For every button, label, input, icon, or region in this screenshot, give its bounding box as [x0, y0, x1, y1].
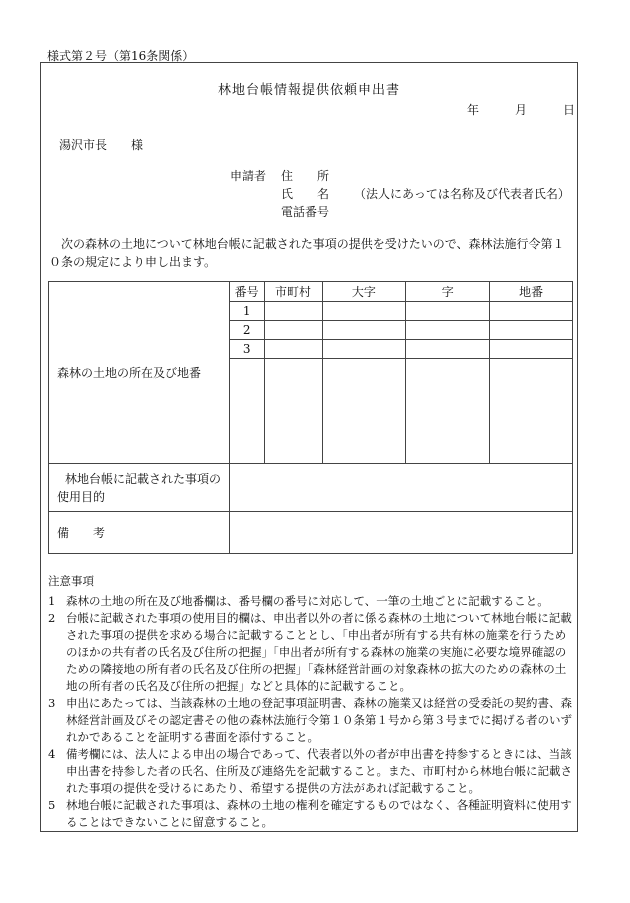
municipality-cell[interactable]: [264, 302, 322, 321]
aza-cell[interactable]: [406, 340, 490, 359]
note-text: 申出にあたっては、当該森林の土地の登記事項証明書、森林の施業又は経営の受委託の契約書、森林経営計画及びその認定書その他の森林法施行令第１０条第１号から第３号までに掲げる者のいずれかであることを証明する書面を添付すること。: [66, 696, 572, 744]
header-aza: 字: [406, 282, 490, 302]
notes-section: [48, 573, 574, 831]
application-form: [40, 62, 578, 832]
remarks-field[interactable]: [229, 512, 572, 554]
note-number: 3: [48, 696, 56, 710]
note-text: 台帳に記載された事項の使用目的欄は、申出者以外の者に係る森林の土地について林地台帳に記載された事項の提供を求める場合に記載することとし、「申出者が所有する共有林の施業を行うためのほかの共有者の氏名及び住所の把握」「申出者が所有する森林の施業の実施に必要な境界確認のための隣接地の所有者の氏名及び住所の把握」「森林経営計画の対象森林の拡大のための森林の土地の所有者の氏名及び住所の把握」などと具体的に記載すること。: [66, 611, 572, 693]
oaza-cell[interactable]: [322, 340, 406, 359]
note-item: [48, 610, 574, 695]
form-number-label: 様式第２号（第16条関係）: [47, 49, 195, 63]
applicant-phone-field[interactable]: 電話番号: [281, 205, 330, 219]
row-number: 2: [229, 321, 264, 340]
remarks-label: 備 考: [49, 512, 230, 554]
row-number-blank[interactable]: [229, 359, 264, 464]
oaza-cell[interactable]: [322, 321, 406, 340]
municipality-cell[interactable]: [264, 359, 322, 464]
lot-number-cell[interactable]: [490, 302, 573, 321]
applicant-name-field[interactable]: 氏 名: [281, 187, 330, 201]
note-text: 森林の土地の所在及び地番欄は、番号欄の番号に対応して、一筆の土地ごとに記載すること。: [66, 594, 549, 608]
header-lot-number: 地番: [490, 282, 573, 302]
header-number: 番号: [229, 282, 264, 302]
form-title: 林地台帳情報提供依頼申出書: [217, 83, 400, 98]
aza-cell[interactable]: [406, 359, 490, 464]
applicant-name-note: （法人にあっては名称及び代表者氏名）: [354, 187, 570, 201]
addressee: 湯沢市長 様: [59, 138, 144, 152]
applicant-address-field[interactable]: 住 所: [281, 169, 330, 183]
municipality-cell[interactable]: [264, 340, 322, 359]
applicant-label: 申請者: [230, 169, 267, 183]
oaza-cell[interactable]: [322, 359, 406, 464]
request-statement: 次の森林の土地について林地台帳に記載された事項の提供を受けたいので、森林法施行令第１０条の規定により申し出ます。: [49, 237, 565, 269]
aza-cell[interactable]: [406, 321, 490, 340]
note-number: 2: [48, 611, 56, 625]
purpose-field[interactable]: [229, 464, 572, 512]
header-oaza: 大字: [322, 282, 406, 302]
municipality-cell[interactable]: [264, 321, 322, 340]
oaza-cell[interactable]: [322, 302, 406, 321]
note-item: [48, 746, 574, 797]
note-text: 備考欄には、法人による申出の場合であって、代表者以外の者が申出書を持参するときには、当該申出書を持参した者の氏名、住所及び連絡先を記載すること。また、市町村から林地台帳に記載された事項の提供を受けるにあたり、希望する提供の方法があれば記載すること。: [66, 747, 572, 795]
note-text: 林地台帳に記載された事項は、森林の土地の権利を確定するものではなく、各種証明資料に使用することはできないことに留意すること。: [66, 798, 572, 829]
note-number: 4: [48, 747, 56, 761]
purpose-label: 林地台帳に記載された事項の使用目的: [49, 464, 230, 512]
lot-number-cell[interactable]: [490, 321, 573, 340]
date-month-field[interactable]: 月: [515, 103, 528, 117]
land-info-table: [48, 281, 573, 554]
lot-number-cell[interactable]: [490, 359, 573, 464]
note-number: 1: [48, 594, 56, 608]
note-item: [48, 593, 574, 610]
aza-cell[interactable]: [406, 302, 490, 321]
note-item: [48, 797, 574, 831]
note-item: [48, 695, 574, 746]
notes-title: 注意事項: [48, 574, 94, 588]
lot-number-cell[interactable]: [490, 340, 573, 359]
row-number: 1: [229, 302, 264, 321]
header-municipality: 市町村: [264, 282, 322, 302]
note-number: 5: [48, 798, 56, 812]
date-day-field[interactable]: 日: [563, 103, 576, 117]
date-year-field[interactable]: 年: [467, 103, 480, 117]
location-label: 森林の土地の所在及び地番: [49, 282, 230, 464]
row-number: 3: [229, 340, 264, 359]
